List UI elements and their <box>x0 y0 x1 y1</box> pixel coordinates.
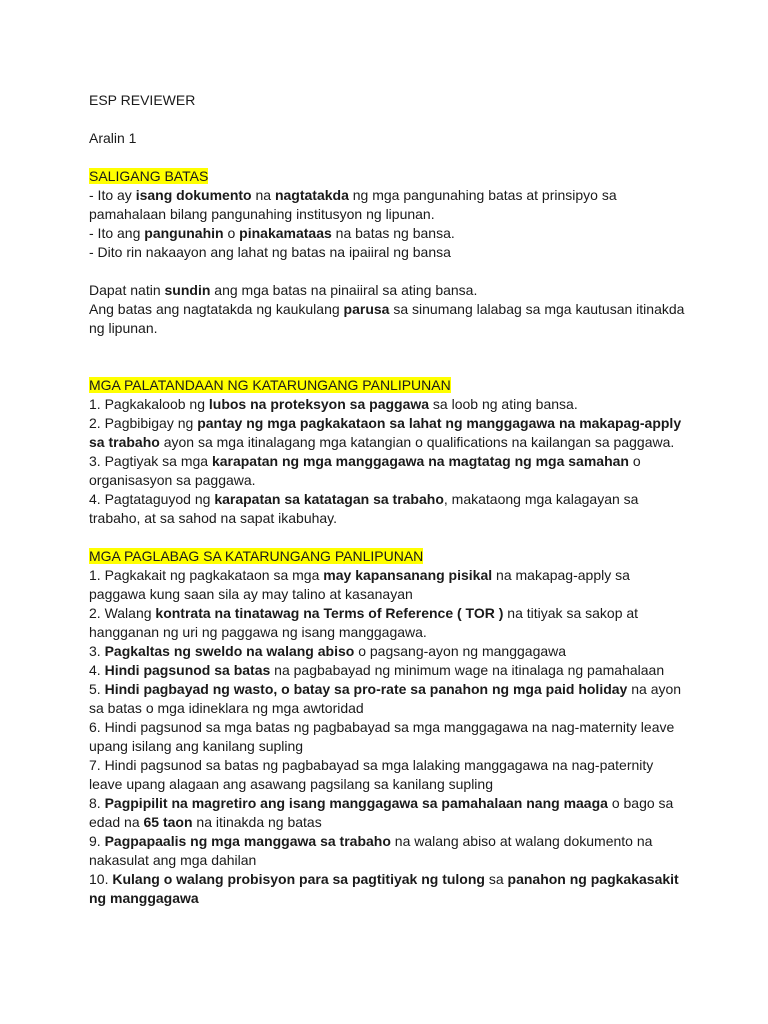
section-heading-palatandaan <box>89 376 689 395</box>
text-run: 8. <box>89 795 105 811</box>
bold-text: Pagpapaalis ng mga manggawa sa trabaho <box>104 833 391 849</box>
list-item <box>89 794 689 832</box>
text-run: - Ito ay <box>89 187 136 203</box>
paragraph <box>89 300 689 338</box>
text-run: 4. Pagtataguyod ng <box>89 491 215 507</box>
list-item <box>89 395 689 414</box>
text-run: o bago sa edad na <box>89 795 674 830</box>
bold-text: panahon ng pagkakasakit ng manggagawa <box>89 871 679 906</box>
highlighted-heading: MGA PALATANDAAN NG KATARUNGANG PANLIPUNAN <box>89 377 451 393</box>
text-run: o pagsang-ayon ng manggagawa <box>354 643 567 659</box>
text-run: 1. Pagkakait ng pagkakataon sa mga <box>89 567 324 583</box>
text-run: sa loob ng ating bansa. <box>429 396 578 412</box>
bold-text: pantay ng mga pagkakataon sa lahat ng manggagawa na makapag-apply sa trabaho <box>89 415 682 450</box>
text-run: 2. Pagbibigay ng <box>89 415 198 431</box>
text-run: o organisasyon sa paggawa. <box>89 453 641 488</box>
bold-text: may kapansanang pisikal <box>323 567 493 583</box>
list-item <box>89 566 689 604</box>
paragraph <box>89 281 689 300</box>
text-run: 10. <box>89 871 113 887</box>
text-run: na walang abiso at walang dokumento na nakasulat ang mga dahilan <box>89 833 653 868</box>
list-item <box>89 832 689 870</box>
highlighted-heading: MGA PAGLABAG SA KATARUNGANG PANLIPUNAN <box>89 548 424 564</box>
text-run: - Ito ang <box>89 225 145 241</box>
bold-text: pinakamataas <box>239 225 332 241</box>
list-item <box>89 870 689 908</box>
list-item <box>89 604 689 642</box>
paragraph <box>89 224 689 243</box>
lesson-label: Aralin 1 <box>89 130 137 146</box>
text-run: na itinakda ng batas <box>192 814 322 830</box>
document-content <box>89 91 689 908</box>
text-run: na pagbabayad ng minimum wage na itinalaga ng pamahalaan <box>270 662 665 678</box>
paragraph <box>89 186 689 224</box>
list-item <box>89 414 689 452</box>
text-run: ng mga pangunahing batas at prinsipyo sa pamahalaan bilang pangunahing institusyon ng lipunan. <box>89 187 617 222</box>
highlighted-heading: SALIGANG BATAS <box>89 168 209 184</box>
text-run: 6. Hindi pagsunod sa mga batas ng pagbabayad sa mga manggagawa na nag-maternity leave upang isilang ang kanilang supling <box>89 719 675 754</box>
bold-text: Kulang o walang probisyon para sa pagtitiyak ng tulong <box>112 871 485 887</box>
section-heading-paglabag <box>89 547 689 566</box>
bold-text: pangunahin <box>144 225 224 241</box>
text-run: 1. Pagkakaloob ng <box>89 396 209 412</box>
text-run: 3. <box>89 643 105 659</box>
text-run: - Dito rin nakaayon ang lahat ng batas na ipaiiral ng bansa <box>89 244 451 260</box>
text-run: ang mga batas na pinaiiral sa ating bansa. <box>210 282 478 298</box>
list-item <box>89 452 689 490</box>
bold-text: kontrata na tinatawag na Terms of Reference ( TOR ) <box>155 605 504 621</box>
text-run: na ayon sa batas o mga idineklara ng mga awtoridad <box>89 681 682 716</box>
bold-text: Pagpipilit na magretiro ang isang manggagawa sa pamahalaan nang maaga <box>104 795 608 811</box>
bold-text: lubos na proteksyon sa paggawa <box>208 396 430 412</box>
bold-text: parusa <box>343 301 390 317</box>
spacer <box>89 148 689 167</box>
bold-text: Hindi pagsunod sa batas <box>104 662 271 678</box>
text-run: sa sinumang lalabag sa mga kautusan itinakda ng lipunan. <box>89 301 685 336</box>
text-run: o <box>223 225 240 241</box>
text-run: na titiyak sa sakop at hangganan ng uri ng paggawa ng isang manggagawa. <box>89 605 639 640</box>
list-item <box>89 642 689 661</box>
bold-text: sundin <box>164 282 211 298</box>
bold-text: karapatan sa katatagan sa trabaho <box>214 491 444 507</box>
text-run: 9. <box>89 833 105 849</box>
spacer <box>89 338 689 376</box>
bold-text: isang dokumento <box>135 187 252 203</box>
section-heading-saligang-batas <box>89 167 689 186</box>
text-run: 5. <box>89 681 105 697</box>
document-title: ESP REVIEWER <box>89 92 196 108</box>
text-run: na makapag-apply sa paggawa kung saan sila ay may talino at kasanayan <box>89 567 630 602</box>
list-item <box>89 661 689 680</box>
bold-text: Hindi pagbayad ng wasto, o batay sa pro-rate sa panahon ng mga paid holiday <box>104 681 628 697</box>
text-run: sa <box>484 871 508 887</box>
text-run: Dapat natin <box>89 282 165 298</box>
list-item <box>89 490 689 528</box>
text-run: , makataong mga kalagayan sa trabaho, at sa sahod na sapat ikabuhay. <box>89 491 639 526</box>
text-run: na <box>251 187 275 203</box>
text-run: 2. Walang <box>89 605 156 621</box>
text-run: Ang batas ang nagtatakda ng kaukulang <box>89 301 344 317</box>
bold-text: karapatan ng mga manggagawa na magtatag ng mga samahan <box>211 453 629 469</box>
text-run: 4. <box>89 662 105 678</box>
bold-text: nagtatakda <box>274 187 349 203</box>
text-run: na batas ng bansa. <box>331 225 455 241</box>
list-item <box>89 718 689 756</box>
spacer <box>89 528 689 547</box>
text-run: 3. Pagtiyak sa mga <box>89 453 212 469</box>
spacer <box>89 262 689 281</box>
list-item <box>89 680 689 718</box>
text-run: ayon sa mga itinalagang mga katangian o qualifications na kailangan sa paggawa. <box>159 434 675 450</box>
paragraph <box>89 243 689 262</box>
text-run: 7. Hindi pagsunod sa batas ng pagbabayad sa mga lalaking manggagawa na nag-paternity leave upang alagaan ang asawang pagsilang sa kanilang supling <box>89 757 654 792</box>
bold-text: 65 taon <box>143 814 193 830</box>
spacer <box>89 110 689 129</box>
bold-text: Pagkaltas ng sweldo na walang abiso <box>104 643 355 659</box>
list-item <box>89 756 689 794</box>
